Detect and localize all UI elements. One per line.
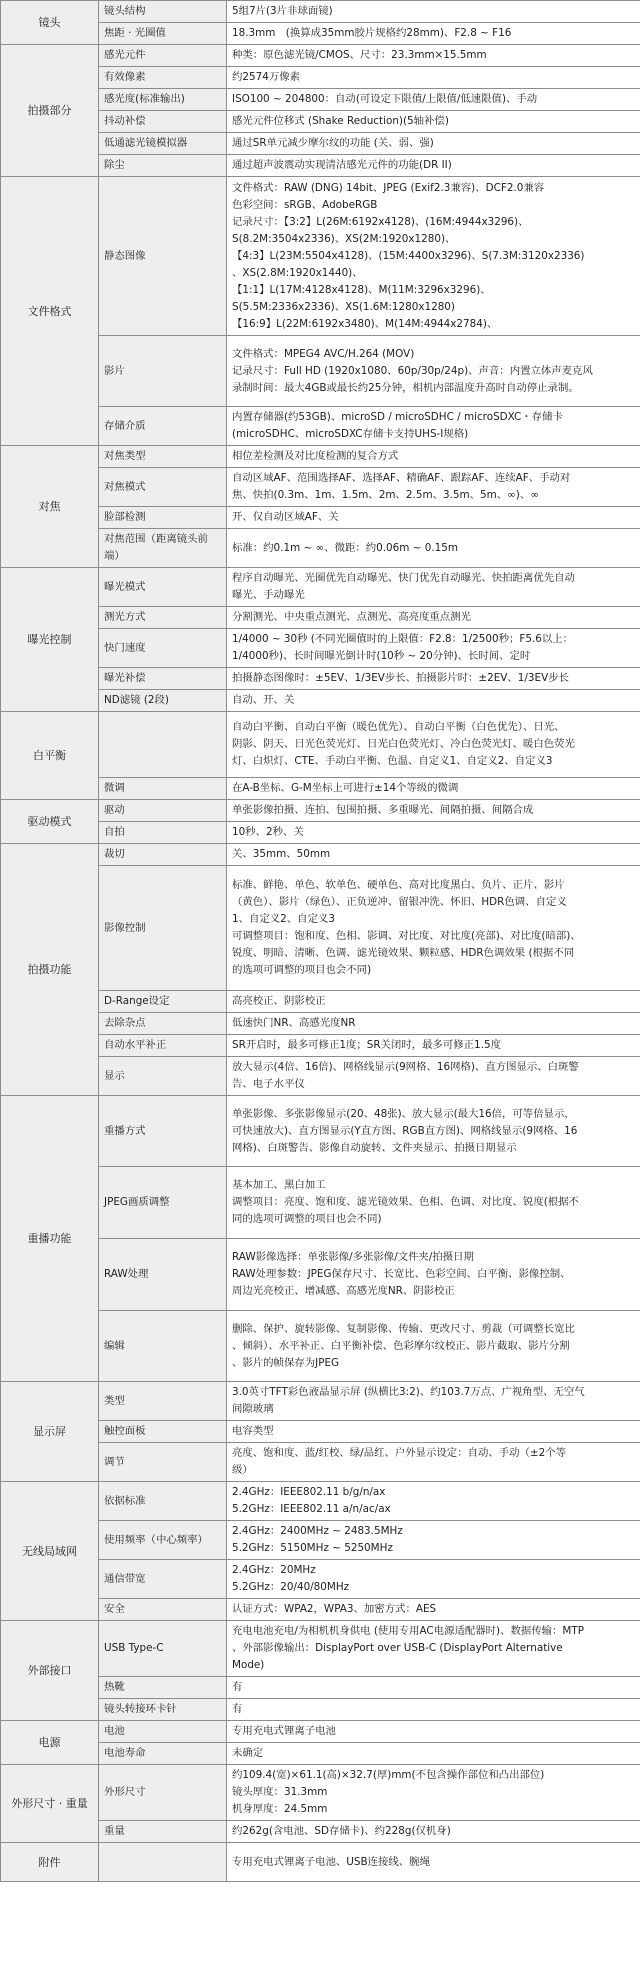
item-label-cell: 低通滤光镜模拟器 xyxy=(99,133,227,155)
value-line: 录制时间：最大4GB或最长约25分钟，相机内部温度升高时自动停止录制。 xyxy=(232,381,579,394)
value-line: 2.4GHz：20MHz xyxy=(232,1564,316,1576)
item-label-cell: 电池 xyxy=(99,1721,227,1743)
item-value-cell xyxy=(227,177,640,336)
value-line: 未确定 xyxy=(232,1747,264,1759)
spec-row xyxy=(1,800,640,822)
item-label-cell: 有效像素 xyxy=(99,67,227,89)
spec-row xyxy=(1,177,640,336)
value-line: 标准：约0.1m ~ ∞、微距：约0.06m ~ 0.15m xyxy=(232,541,458,554)
value-line: 5.2GHz：IEEE802.11 a/n/ac/ax xyxy=(232,1503,391,1515)
item-value-cell xyxy=(227,568,640,607)
spec-row xyxy=(1,1096,640,1167)
item-label-cell: 重播方式 xyxy=(99,1096,227,1167)
value-line: 的选项可调整的项目也会不同) xyxy=(232,964,372,976)
value-line: 充电电池充电/为相机机身供电 (使用专用AC电源适配器时)、数据传输：MTP xyxy=(232,1625,584,1637)
item-value-cell xyxy=(227,778,640,800)
value-line: 删除、保护、旋转影像、复制影像、传输、更改尺寸、剪裁（可调整长宽比 xyxy=(232,1322,575,1335)
value-line: 、外部影像输出：DisplayPort over USB-C (DisplayPort Alternative xyxy=(232,1642,563,1654)
item-label-cell: JPEG画质调整 xyxy=(99,1167,227,1239)
value-line: 1、自定义2、自定义3 xyxy=(232,913,335,925)
item-value-cell xyxy=(227,1035,640,1057)
value-line: 5组7片(3片非球面镜) xyxy=(232,5,333,17)
value-line: 可调整项目：饱和度、色相、影调、对比度、对比度(亮部)、对比度(暗部)、 xyxy=(232,930,581,942)
item-label-cell: RAW处理 xyxy=(99,1239,227,1311)
value-line: 低速快门NR、高感光度NR xyxy=(232,1017,356,1029)
spec-row xyxy=(1,1482,640,1521)
value-line: 告、电子水平仪 xyxy=(232,1078,305,1090)
spec-row xyxy=(1,1765,640,1821)
item-value-cell xyxy=(227,468,640,507)
item-value-cell xyxy=(227,407,640,446)
value-line: 【16:9】L(22M:6192x3480)、M(14M:4944x2784)、 xyxy=(232,317,498,330)
value-line: 标准、鲜艳、单色、软单色、硬单色、高对比度黑白、负片、正片、影片 xyxy=(232,879,565,891)
item-value-cell xyxy=(227,111,640,133)
value-line: 通过SR单元减少摩尔纹的功能 (关、弱、强) xyxy=(232,137,434,149)
value-line: 通过超声波震动实现清洁感光元件的功能(DR II) xyxy=(232,159,452,171)
item-value-cell xyxy=(227,507,640,529)
item-value-cell xyxy=(227,800,640,822)
category-cell: 文件格式 xyxy=(1,177,99,446)
item-value-cell xyxy=(227,1621,640,1677)
value-line: (microSDHC、microSDXC存储卡支持UHS-I规格) xyxy=(232,428,469,440)
value-line: 专用充电式锂离子电池、USB连接线、腕绳 xyxy=(232,1855,430,1868)
item-value-cell xyxy=(227,1699,640,1721)
item-label-cell: 依据标准 xyxy=(99,1482,227,1521)
value-line: 【1:1】L(17M:4128x4128)、M(11M:3296x3296)、 xyxy=(232,283,491,296)
item-value-cell xyxy=(227,1821,640,1843)
item-value-cell xyxy=(227,23,640,45)
item-label-cell: 编辑 xyxy=(99,1311,227,1382)
item-label-cell: 影像控制 xyxy=(99,866,227,991)
item-value-cell xyxy=(227,1677,640,1699)
item-label-cell: 感光元件 xyxy=(99,45,227,67)
value-line: 开、仅自动区域AF、关 xyxy=(232,511,339,523)
value-line: 2.4GHz：IEEE802.11 b/g/n/ax xyxy=(232,1486,386,1498)
item-value-cell xyxy=(227,336,640,407)
item-value-cell xyxy=(227,155,640,177)
value-line: 间隙玻璃 xyxy=(232,1403,274,1415)
value-line: 程序自动曝光、光圈优先自动曝光、快门优先自动曝光、快拍距离优先自动 xyxy=(232,572,575,584)
value-line: 色彩空间：sRGB、AdobeRGB xyxy=(232,198,378,211)
item-label-cell: 电池寿命 xyxy=(99,1743,227,1765)
value-line: 同的选项可调整的项目也会不同) xyxy=(232,1213,382,1225)
category-cell: 外部接口 xyxy=(1,1621,99,1721)
item-label-cell: 类型 xyxy=(99,1382,227,1421)
item-label-cell: 通信带宽 xyxy=(99,1560,227,1599)
value-line: S(5.5M:2336x2336)、XS(1.6M:1280x1280) xyxy=(232,300,455,313)
value-line: 10秒、2秒、关 xyxy=(232,826,304,838)
spec-row xyxy=(1,1721,640,1743)
value-line: 专用充电式锂离子电池 xyxy=(232,1725,336,1737)
category-cell: 镜头 xyxy=(1,1,99,45)
item-value-cell xyxy=(227,1765,640,1821)
item-value-cell xyxy=(227,529,640,568)
item-label-cell: 存储介质 xyxy=(99,407,227,446)
spec-row xyxy=(1,446,640,468)
item-label-cell xyxy=(99,712,227,778)
value-line: 亮度、饱和度、蓝/红校、绿/品红、户外显示设定：自动、手动（±2个等 xyxy=(232,1447,567,1459)
value-line: 焦、快拍(0.3m、1m、1.5m、2m、2.5m、3.5m、5m、∞)、∞ xyxy=(232,489,539,501)
item-value-cell xyxy=(227,446,640,468)
category-cell: 曝光控制 xyxy=(1,568,99,712)
category-cell: 外形尺寸 · 重量 xyxy=(1,1765,99,1843)
value-line: 放大显示(4倍、16倍)、网格线显示(9网格、16网格)、直方图显示、白斑警 xyxy=(232,1061,579,1073)
item-value-cell xyxy=(227,1239,640,1311)
spec-table-body xyxy=(1,1,640,1882)
value-line: 约109.4(宽)×61.1(高)×32.7(厚)mm(不包含操作部位和凸出部位) xyxy=(232,1769,545,1781)
item-value-cell xyxy=(227,1421,640,1443)
item-label-cell: 驱动 xyxy=(99,800,227,822)
spec-row xyxy=(1,1382,640,1421)
item-label-cell: 曝光模式 xyxy=(99,568,227,607)
item-label-cell: 调节 xyxy=(99,1443,227,1482)
category-cell: 重播功能 xyxy=(1,1096,99,1382)
value-line: 分割测光、中央重点测光、点测光、高亮度重点测光 xyxy=(232,611,471,623)
item-label-cell: 镜头结构 xyxy=(99,1,227,23)
value-line: RAW影像选择：单张影像/多张影像/文件夹/拍摄日期 xyxy=(232,1251,474,1263)
value-line: SR开启时，最多可修正1度；SR关闭时，最多可修正1.5度 xyxy=(232,1039,501,1051)
spec-row xyxy=(1,1621,640,1677)
item-label-cell: 镜头转接环卡针 xyxy=(99,1699,227,1721)
value-line: 高亮校正、阴影校正 xyxy=(232,995,326,1007)
item-value-cell xyxy=(227,89,640,111)
item-label-cell: 微调 xyxy=(99,778,227,800)
value-line: 拍摄静态图像时：±5EV、1/3EV步长、拍摄影片时：±2EV、1/3EV步长 xyxy=(232,672,569,684)
item-label-cell: 热靴 xyxy=(99,1677,227,1699)
value-line: 1/4000 ~ 30秒 (不同光圈值时的上限值：F2.8：1/2500秒；F5.6以上： xyxy=(232,633,574,645)
item-value-cell xyxy=(227,1482,640,1521)
item-label-cell: 对焦范围（距离镜头前端） xyxy=(99,529,227,568)
item-label-cell: 快门速度 xyxy=(99,629,227,668)
value-line: 基本加工、黑白加工 xyxy=(232,1179,326,1191)
value-line: 3.0英寸TFT彩色液晶显示屏 (纵横比3:2)、约103.7万点、广视角型、无空气 xyxy=(232,1386,585,1398)
item-label-cell: 抖动补偿 xyxy=(99,111,227,133)
value-line: ISO100 ~ 204800：自动(可设定下限值/上限值/低速限值)、手动 xyxy=(232,93,538,105)
value-line: Mode) xyxy=(232,1659,265,1671)
value-line: 锐度、明暗、清晰、色调、滤光镜效果、颗粒感、HDR色调效果 (根据不同 xyxy=(232,947,575,959)
value-line: 有 xyxy=(232,1703,243,1715)
item-value-cell xyxy=(227,1721,640,1743)
value-line: 【4:3】L(23M:5504x4128)、(15M:4400x3296)、S(7.3M:3120x2336) xyxy=(232,249,585,262)
value-line: 、影片的帧保存为JPEG xyxy=(232,1356,340,1369)
item-value-cell xyxy=(227,844,640,866)
value-line: 自动白平衡、自动白平衡（暖色优先）、自动白平衡（白色优先）、日光、 xyxy=(232,721,565,733)
item-value-cell xyxy=(227,1382,640,1421)
value-line: 约262g(含电池、SD存储卡)、约228g(仅机身) xyxy=(232,1825,451,1837)
spec-row xyxy=(1,712,640,778)
category-cell: 电源 xyxy=(1,1721,99,1765)
spec-row xyxy=(1,1,640,23)
category-cell: 白平衡 xyxy=(1,712,99,800)
value-line: 约2574万像素 xyxy=(232,71,301,83)
item-value-cell xyxy=(227,1311,640,1382)
item-label-cell: 曝光补偿 xyxy=(99,668,227,690)
value-line: 关、35mm、50mm xyxy=(232,848,331,860)
value-line: 电容类型 xyxy=(232,1425,274,1437)
value-line: 周边光亮校正、增减感、高感光度NR、阴影校正 xyxy=(232,1285,455,1297)
item-value-cell xyxy=(227,1013,640,1035)
value-line: 可快速放大)、直方图显示(Y直方图、RGB直方图)、网格线显示(9网格、16 xyxy=(232,1124,578,1137)
value-line: 1/4000秒)、长时间曝光倒计时(10秒 ~ 20分钟)、长时间、定时 xyxy=(232,650,531,662)
value-line: 在A-B坐标、G-M坐标上可进行±14个等级的微调 xyxy=(232,782,459,794)
item-label-cell: 静态图像 xyxy=(99,177,227,336)
item-value-cell xyxy=(227,1057,640,1096)
item-label-cell: 对焦类型 xyxy=(99,446,227,468)
spec-row xyxy=(1,1843,640,1882)
item-value-cell xyxy=(227,1096,640,1167)
value-line: 文件格式：MPEG4 AVC/H.264 (MOV) xyxy=(232,347,415,360)
item-label-cell: 触控面板 xyxy=(99,1421,227,1443)
item-label-cell: 显示 xyxy=(99,1057,227,1096)
item-value-cell xyxy=(227,1,640,23)
value-line: 自动区域AF、范围选择AF、选择AF、精确AF、跟踪AF、连续AF、手动对 xyxy=(232,472,571,484)
value-line: RAW处理参数：JPEG保存尺寸、长宽比、色彩空间、白平衡、影像控制、 xyxy=(232,1268,571,1280)
value-line: 18.3mm (换算成35mm胶片规格约28mm)、F2.8 ~ F16 xyxy=(232,27,512,39)
spec-row xyxy=(1,568,640,607)
item-value-cell xyxy=(227,712,640,778)
value-line: 调整项目：亮度、饱和度、滤光镜效果、色相、色调、对比度、锐度(根据不 xyxy=(232,1196,579,1208)
value-line: 灯、白炽灯、CTE、手动白平衡、色温、自定义1、自定义2、自定义3 xyxy=(232,755,553,767)
item-value-cell xyxy=(227,866,640,991)
item-value-cell xyxy=(227,668,640,690)
category-cell: 无线局域网 xyxy=(1,1482,99,1621)
value-line: 文件格式：RAW (DNG) 14bit、JPEG (Exif2.3兼容)、DCF2.0兼容 xyxy=(232,181,545,194)
value-line: 种类：原色滤光镜/CMOS、尺寸：23.3mm×15.5mm xyxy=(232,49,487,61)
item-value-cell xyxy=(227,607,640,629)
item-label-cell: 自动水平补正 xyxy=(99,1035,227,1057)
value-line: 2.4GHz：2400MHz ~ 2483.5MHz xyxy=(232,1525,403,1537)
item-value-cell xyxy=(227,1560,640,1599)
item-label-cell: 脸部检测 xyxy=(99,507,227,529)
value-line: 相位差检测及对比度检测的复合方式 xyxy=(232,450,399,462)
item-label-cell: 影片 xyxy=(99,336,227,407)
item-label-cell: 外形尺寸 xyxy=(99,1765,227,1821)
value-line: 自动、开、关 xyxy=(232,694,295,706)
item-value-cell xyxy=(227,1521,640,1560)
item-label-cell: 除尘 xyxy=(99,155,227,177)
value-line: 感光元件位移式 (Shake Reduction)(5轴补偿) xyxy=(232,115,449,127)
value-line: S(8.2M:3504x2336)、XS(2M:1920x1280)、 xyxy=(232,232,456,245)
item-label-cell: 使用频率（中心频率） xyxy=(99,1521,227,1560)
category-cell: 拍摄部分 xyxy=(1,45,99,177)
value-line: 、XS(2.8M:1920x1440)、 xyxy=(232,266,363,279)
value-line: 网格)、白斑警告、影像自动旋转、文件夹显示、拍摄日期显示 xyxy=(232,1141,517,1154)
item-value-cell xyxy=(227,629,640,668)
item-label-cell: D-Range设定 xyxy=(99,991,227,1013)
value-line: 记录尺寸：【3:2】L(26M:6192x4128)、(16M:4944x3296)、 xyxy=(232,215,529,228)
category-cell: 拍摄功能 xyxy=(1,844,99,1096)
value-line: 单张影像拍摄、连拍、包围拍摄、多重曝光、间隔拍摄、间隔合成 xyxy=(232,804,534,816)
value-line: （黄色）、影片（绿色）、正负逆冲、留银冲洗、怀旧、HDR色调、自定义 xyxy=(232,896,567,908)
value-line: 机身厚度：24.5mm xyxy=(232,1803,328,1815)
item-value-cell xyxy=(227,45,640,67)
value-line: 认证方式：WPA2，WPA3、加密方式：AES xyxy=(232,1603,437,1615)
spec-row xyxy=(1,45,640,67)
value-line: 记录尺寸：Full HD (1920x1080、60p/30p/24p)、声音：内置立体声麦克风 xyxy=(232,364,593,377)
item-value-cell xyxy=(227,67,640,89)
item-label-cell: 焦距 · 光圈值 xyxy=(99,23,227,45)
item-label-cell: 对焦模式 xyxy=(99,468,227,507)
item-label-cell: 裁切 xyxy=(99,844,227,866)
item-value-cell xyxy=(227,1599,640,1621)
value-line: 阴影、阴天、日光色荧光灯、日光白色荧光灯、冷白色荧光灯、暖白色荧光 xyxy=(232,738,575,750)
value-line: 有 xyxy=(232,1681,243,1693)
value-line: 5.2GHz：5150MHz ~ 5250MHz xyxy=(232,1542,393,1554)
item-value-cell xyxy=(227,991,640,1013)
value-line: 镜头厚度：31.3mm xyxy=(232,1786,328,1798)
value-line: 曝光、手动曝光 xyxy=(232,589,305,601)
item-label-cell: 去除杂点 xyxy=(99,1013,227,1035)
value-line: 内置存储器(约53GB)、microSD / microSDHC / microSDXC・存储卡 xyxy=(232,411,563,423)
item-value-cell xyxy=(227,133,640,155)
item-label-cell xyxy=(99,1843,227,1882)
item-value-cell xyxy=(227,822,640,844)
item-label-cell: 自拍 xyxy=(99,822,227,844)
value-line: 级） xyxy=(232,1464,253,1476)
category-cell: 对焦 xyxy=(1,446,99,568)
item-value-cell xyxy=(227,690,640,712)
item-value-cell xyxy=(227,1167,640,1239)
value-line: 单张影像、多张影像显示(20、48张)、放大显示(最大16倍，可等倍显示， xyxy=(232,1107,575,1120)
item-label-cell: ND滤镜 (2段) xyxy=(99,690,227,712)
category-cell: 驱动模式 xyxy=(1,800,99,844)
value-line: 5.2GHz：20/40/80MHz xyxy=(232,1581,350,1593)
item-label-cell: 感光度(标准输出) xyxy=(99,89,227,111)
item-value-cell xyxy=(227,1743,640,1765)
category-cell: 附件 xyxy=(1,1843,99,1882)
item-label-cell: 安全 xyxy=(99,1599,227,1621)
item-value-cell xyxy=(227,1443,640,1482)
item-label-cell: USB Type-C xyxy=(99,1621,227,1677)
category-cell: 显示屏 xyxy=(1,1382,99,1482)
item-value-cell xyxy=(227,1843,640,1882)
spec-row xyxy=(1,844,640,866)
value-line: 、倾斜）、水平补正、白平衡补偿、色彩摩尔纹校正、影片截取、影片分割 xyxy=(232,1339,570,1352)
item-label-cell: 重量 xyxy=(99,1821,227,1843)
item-label-cell: 测光方式 xyxy=(99,607,227,629)
